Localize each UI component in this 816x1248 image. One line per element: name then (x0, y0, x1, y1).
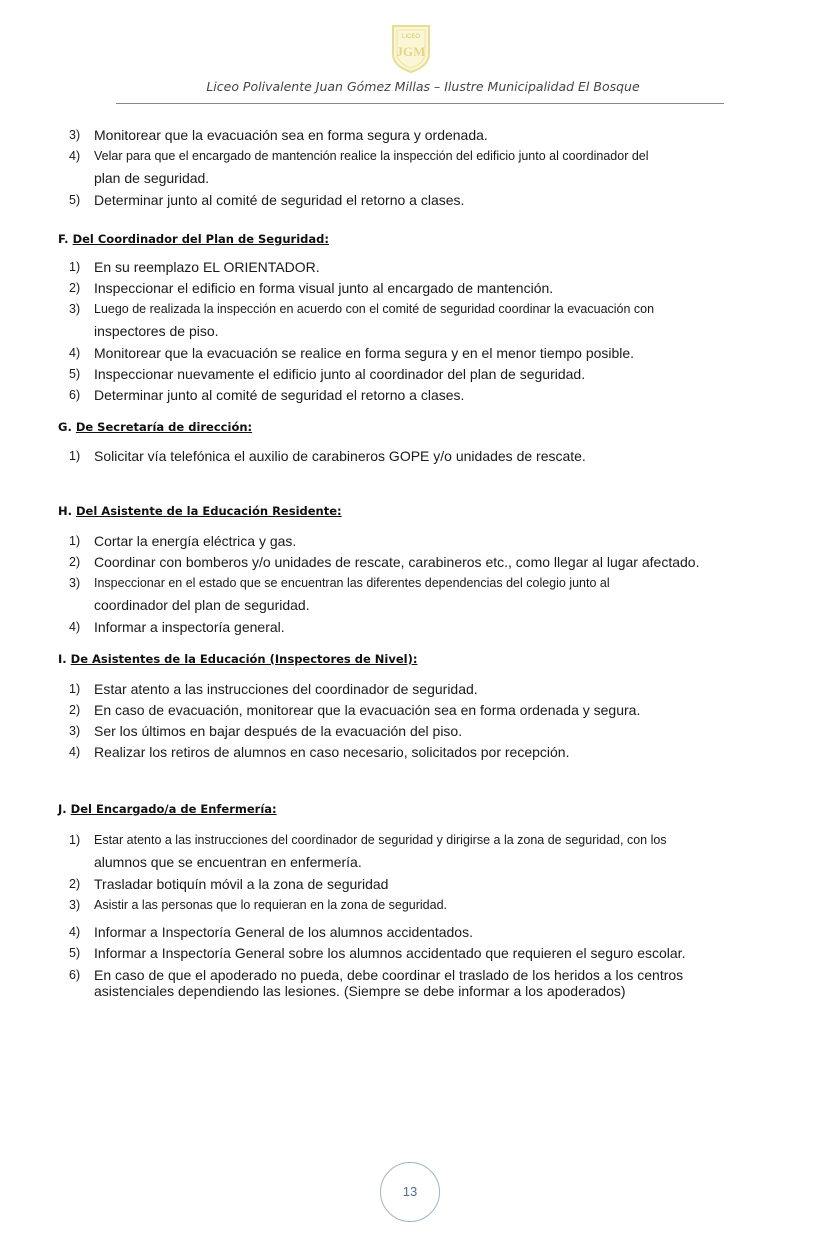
list-item (58, 343, 738, 364)
list-item (58, 278, 738, 299)
list-item (58, 874, 738, 895)
list-item (58, 967, 738, 999)
list-item (58, 895, 738, 917)
item-text: Informar a inspectoría general. (94, 619, 285, 635)
item-text: Determinar junto al comité de seguridad el retorno a clases. (94, 387, 465, 403)
item-text: Inspeccionar el edificio en forma visual junto al encargado de mantención. (94, 280, 554, 296)
item-number: 3) (69, 724, 81, 738)
item-number: 5) (69, 367, 81, 381)
section-g-list (58, 446, 738, 467)
item-text: Inspeccionar nuevamente el edificio junto al coordinador del plan de seguridad. (94, 366, 586, 382)
list-item (58, 531, 738, 552)
list-item (58, 125, 738, 146)
section-letter: G. (58, 420, 72, 434)
item-text: Velar para que el encargado de mantención realice la inspección del edificio junto al coordinador del (94, 149, 649, 163)
list-item (58, 922, 738, 943)
item-text-continuation: asistenciales dependiendo las lesiones. (Siempre se debe informar a los apoderados) (94, 982, 626, 999)
logo-text: LICEO (401, 34, 421, 40)
item-text-continuation: plan de seguridad. (94, 169, 210, 186)
item-text: Monitorear que la evacuación se realice en forma segura y en el menor tiempo posible. (94, 345, 635, 361)
list-item (58, 742, 738, 763)
section-title: De Secretaría de dirección: (75, 420, 253, 434)
list-item (58, 721, 738, 742)
list-item (58, 146, 738, 190)
list-item (58, 257, 738, 278)
logo-monogram: JGM (396, 44, 426, 59)
item-text: Asistir a las personas que lo requieran en la zona de seguridad. (94, 898, 447, 912)
page-number: 13 (380, 1162, 440, 1222)
item-text: Estar atento a las instrucciones del coordinador de seguridad y dirigirse a la zona de seguridad, con los (94, 833, 667, 847)
item-number: 4) (69, 620, 81, 634)
item-text: Solicitar vía telefónica el auxilio de carabineros GOPE y/o unidades de rescate. (94, 448, 586, 464)
item-text: Cortar la energía eléctrica y gas. (94, 533, 297, 549)
section-heading-i (58, 652, 738, 666)
item-number: 3) (69, 302, 81, 316)
item-number: 4) (69, 745, 81, 759)
item-text: Informar a Inspectoría General de los alumnos accidentados. (94, 923, 473, 940)
item-number: 1) (69, 682, 81, 696)
list-item (58, 364, 738, 385)
section-title: Del Coordinador del Plan de Seguridad: (72, 232, 329, 246)
list-item (58, 679, 738, 700)
item-text: Estar atento a las instrucciones del coordinador de seguridad. (94, 681, 478, 697)
item-number: 3) (69, 898, 81, 912)
section-i-list (58, 679, 738, 763)
section-title: De Asistentes de la Educación (Inspectores de Nivel): (70, 652, 418, 666)
section-f-list (58, 257, 738, 406)
header-title: Liceo Polivalente Juan Gómez Millas – Ilustre Municipalidad El Bosque (206, 79, 640, 94)
item-number: 4) (69, 346, 81, 360)
item-text: Informar a Inspectoría General sobre los alumnos accidentado que requieren el seguro escolar. (94, 944, 686, 961)
item-number: 1) (69, 833, 81, 847)
section-h-list (58, 531, 738, 638)
item-number: 4) (69, 924, 81, 939)
list-item (58, 943, 738, 964)
item-text: Inspeccionar en el estado que se encuentran las diferentes dependencias del colegio junto al (94, 576, 610, 590)
section-heading-f (58, 232, 738, 246)
list-item (58, 700, 738, 721)
section-j-list (58, 830, 738, 999)
item-number: 1) (69, 534, 81, 548)
section-letter: I. (58, 652, 67, 666)
item-text: Trasladar botiquín móvil a la zona de seguridad (94, 876, 389, 892)
item-number: 6) (69, 388, 81, 402)
item-number: 1) (69, 260, 81, 274)
item-text: Determinar junto al comité de seguridad el retorno a clases. (94, 192, 465, 208)
list-item (58, 552, 738, 573)
list-item (58, 190, 738, 211)
item-text: Luego de realizada la inspección en acuerdo con el comité de seguridad coordinar la evacuación con (94, 302, 655, 316)
item-number: 2) (69, 281, 81, 295)
item-text: Monitorear que la evacuación sea en forma segura y ordenada. (94, 127, 488, 143)
intro-list (58, 125, 738, 211)
item-text: En su reemplazo EL ORIENTADOR. (94, 259, 320, 275)
section-heading-j (58, 802, 738, 816)
item-number: 5) (69, 945, 81, 960)
item-number: 2) (69, 703, 81, 717)
item-number: 3) (69, 576, 81, 590)
item-text: Realizar los retiros de alumnos en caso necesario, solicitados por recepción. (94, 744, 570, 760)
section-letter: J. (58, 802, 67, 816)
section-heading-g (58, 420, 738, 434)
item-number: 5) (69, 193, 81, 207)
item-number: 1) (69, 449, 81, 463)
list-item (58, 385, 738, 406)
item-text: Coordinar con bomberos y/o unidades de rescate, carabineros etc., como llegar al lugar afectado. (94, 554, 700, 570)
item-text-continuation: alumnos que se encuentran en enfermería. (94, 853, 362, 870)
item-text: En caso de que el apoderado no pueda, debe coordinar el traslado de los heridos a los centros (94, 966, 684, 983)
section-title: Del Encargado/a de Enfermería: (70, 802, 277, 816)
item-number: 3) (69, 128, 81, 142)
list-item (58, 617, 738, 638)
section-letter: H. (58, 504, 72, 518)
header-divider (116, 103, 724, 104)
item-number: 4) (69, 149, 81, 163)
section-title: Del Asistente de la Educación Residente: (76, 504, 342, 518)
section-letter: F. (58, 232, 69, 246)
item-text: En caso de evacuación, monitorear que la evacuación sea en forma ordenada y segura. (94, 702, 641, 718)
document-body (58, 125, 738, 999)
item-text-continuation: coordinador del plan de seguridad. (94, 596, 310, 613)
list-item (58, 299, 738, 343)
list-item (58, 830, 738, 874)
list-item (58, 446, 738, 467)
list-item (58, 573, 738, 617)
item-number: 2) (69, 877, 81, 891)
section-heading-h (58, 504, 738, 518)
item-number: 2) (69, 555, 81, 569)
item-text-continuation: inspectores de piso. (94, 322, 219, 339)
school-logo (389, 24, 433, 74)
item-text: Ser los últimos en bajar después de la evacuación del piso. (94, 723, 463, 739)
item-number: 6) (69, 967, 81, 982)
